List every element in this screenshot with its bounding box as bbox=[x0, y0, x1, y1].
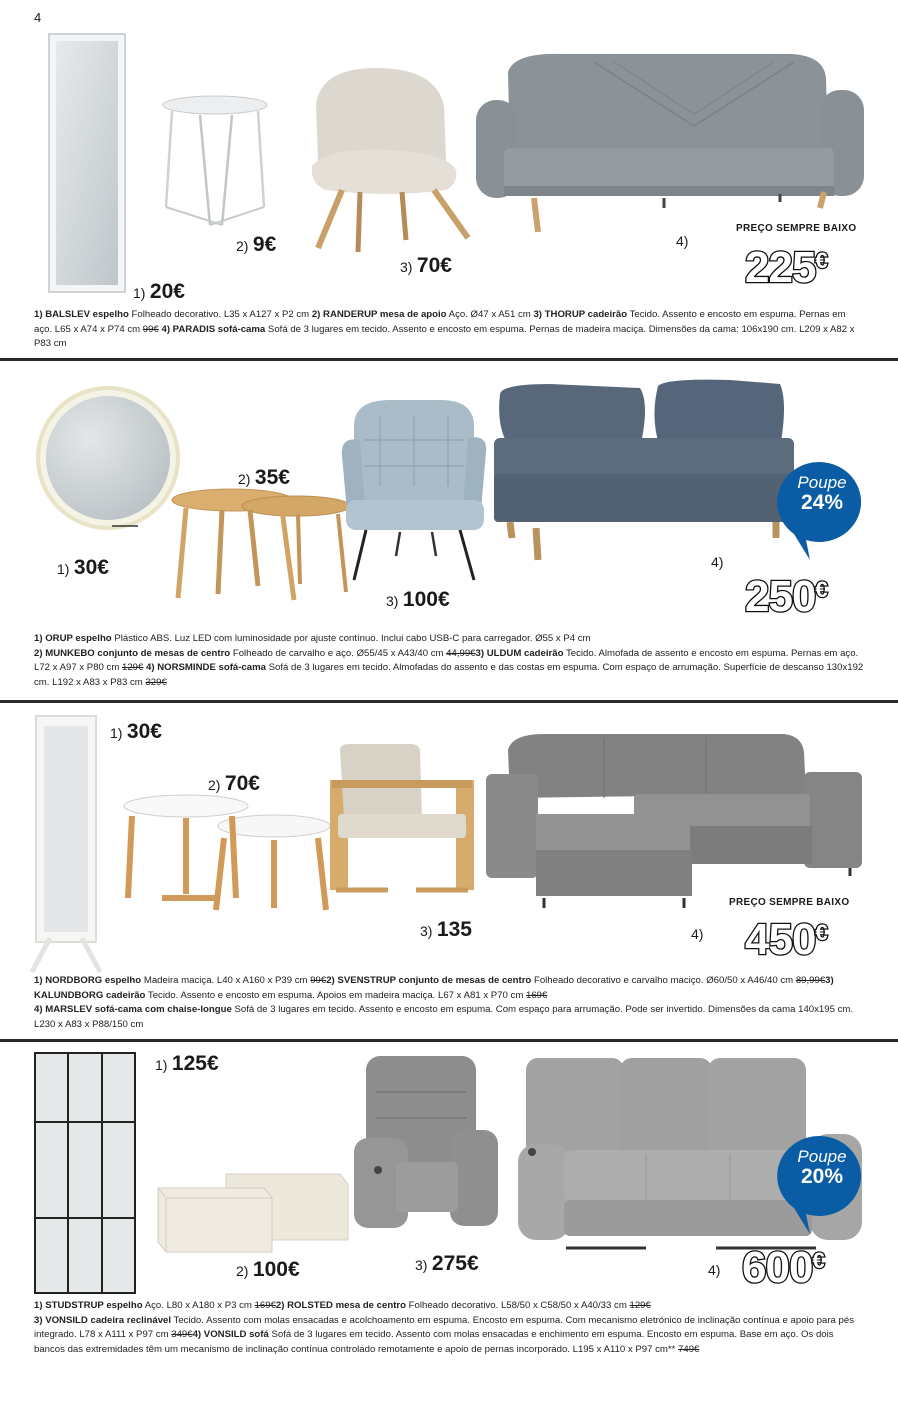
uldum-wingback-chair-image bbox=[340, 396, 490, 582]
featured-price: 450€ bbox=[745, 915, 827, 964]
item-3-price-label: 3) 275€ bbox=[415, 1252, 479, 1275]
low-price-tag: PREÇO SEMPRE BAIXO bbox=[736, 223, 857, 234]
item-4-number: 4) bbox=[711, 554, 724, 570]
marslev-corner-sofa-bed-image bbox=[484, 732, 866, 914]
featured-price: 250€ bbox=[745, 572, 827, 621]
low-price-tag: PREÇO SEMPRE BAIXO bbox=[729, 897, 850, 908]
orup-round-mirror-image bbox=[36, 386, 180, 530]
section-divider bbox=[0, 1039, 898, 1042]
munkebo-coffee-tables-image bbox=[170, 488, 352, 604]
section-3-description: 1) NORDBORG espelho Madeira maciça. L40 x A160 x P39 cm 99€2) SVENSTRUP conjunto de mesas de centro Folheado decorativo e carvalho maciço. Ø60/50 x A46/40 cm 89,99€3) KALUNDBORG cadeirão Tecido. Assento e encosto em espuma. Apoios em madeira maciça. L67 x A81 x P70 cm 169€ 4) MARSLEV sofá-cama com chaise-longue Sofá de 3 lugares em tecido. Assento e encosto em espuma. Com espaço para arrumação. Pode ser invertido. Dimensões da cama 140x195 cm. L230 x A83 x P88/150 cm bbox=[34, 975, 854, 1030]
section-4-description: 1) STUDSTRUP espelho Aço. L80 x A180 x P3 cm 169€2) ROLSTED mesa de centro Folheado decorativo. L58/50 x C58/50 x A40/33 cm 129€ 3) VONSILD cadeira reclinável Tecido. Assento com molas ensacadas e acolchoamento em espuma. Encosto em espuma. Com mecanismo eletrónico de inclinação contínua e apoio para pés integrado. L78 x A111 x P97 cm 349€4) VONSILD sofá Sofá de 3 lugares em tecido. Assento com molas ensacadas e enchimento em espuma. Encosto em espuma. Base em aço. Os dois bancos das extremidades têm um mecanismo de inclinação contínua controlado remotamente e apoio de pernas incorporado. L195 x A110 x P97 cm** 749€ bbox=[34, 1300, 855, 1355]
item-3-price-label: 3) 70€ bbox=[400, 254, 452, 277]
item-1-price-label: 1) 125€ bbox=[155, 1052, 219, 1075]
item-2-price-label: 2) 35€ bbox=[238, 466, 290, 489]
item-4-number: 4) bbox=[676, 233, 689, 249]
rolsted-coffee-tables-image bbox=[154, 1170, 352, 1254]
nordborg-floor-mirror-image bbox=[30, 714, 102, 976]
item-2-price-label: 2) 70€ bbox=[208, 772, 260, 795]
page-number: 4 bbox=[34, 10, 42, 25]
section-divider bbox=[0, 358, 898, 361]
item-3-price-label: 3) 135 bbox=[420, 918, 472, 941]
item-4-number: 4) bbox=[708, 1262, 721, 1278]
paradis-sofa-bed-image bbox=[474, 52, 866, 234]
kalundborg-armchair-image bbox=[326, 744, 478, 896]
item-1-price-label: 1) 30€ bbox=[57, 556, 109, 579]
item-1-price-label: 1) 20€ bbox=[133, 280, 185, 303]
featured-price: 225€ bbox=[745, 243, 827, 292]
section-1-description: 1) BALSLEV espelho Folheado decorativo. L35 x A127 x P2 cm 2) RANDERUP mesa de apoio Aço. Ø47 x A51 cm 3) THORUP cadeirão Tecido. Assento e encosto em espuma. Pernas em aço. L65 x A74 x P74 cm 99€ 4) PARADIS sofá-cama Sofá de 3 lugares em tecido. Assento e encosto em espuma. Pernas de madeira maciça. Dimensões da cama: 106x190 cm. L209 x A82 x P83 cm bbox=[34, 309, 855, 350]
section-divider bbox=[0, 700, 898, 703]
item-4-number: 4) bbox=[691, 926, 704, 942]
item-2-price-label: 2) 9€ bbox=[236, 233, 277, 256]
vonsild-recliner-image bbox=[352, 1052, 502, 1232]
section-2-description: 1) ORUP espelho Plástico ABS. Luz LED com luminosidade por ajuste contínuo. Inclui cabo USB-C para carregador. Ø55 x P4 cm 2) MUNKEBO conjunto de mesas de centro Folheado de carvalho e aço. Ø55/45 x A43/40 cm 44,99€3) ULDUM cadeirão Tecido. Almofada de assento e encosto em espuma. Pernas em aço. L72 x A97 x P80 cm 129€ 4) NORSMINDE sofá-cama Sofá de 3 lugares em tecido. Almofadas do assento e das costas em espuma. Com espaço de arrumação. Superfície de descanso 130x192 cm. L192 x A83 x P83 cm 329€ bbox=[34, 633, 864, 688]
studstrup-mirror-image bbox=[34, 1052, 138, 1296]
balslev-mirror-image bbox=[48, 33, 128, 295]
norsminde-sofa-bed-image bbox=[490, 378, 796, 568]
svenstrup-coffee-tables-image bbox=[122, 794, 332, 916]
randerup-side-table-image bbox=[160, 95, 272, 235]
featured-price: 600€ bbox=[742, 1243, 824, 1292]
discount-badge: Poupe 24% bbox=[797, 473, 847, 514]
item-3-price-label: 3) 100€ bbox=[386, 588, 450, 611]
item-2-price-label: 2) 100€ bbox=[236, 1258, 300, 1281]
discount-badge: Poupe 20% bbox=[797, 1147, 847, 1188]
thorup-armchair-image bbox=[296, 66, 478, 256]
item-1-price-label: 1) 30€ bbox=[110, 720, 162, 743]
